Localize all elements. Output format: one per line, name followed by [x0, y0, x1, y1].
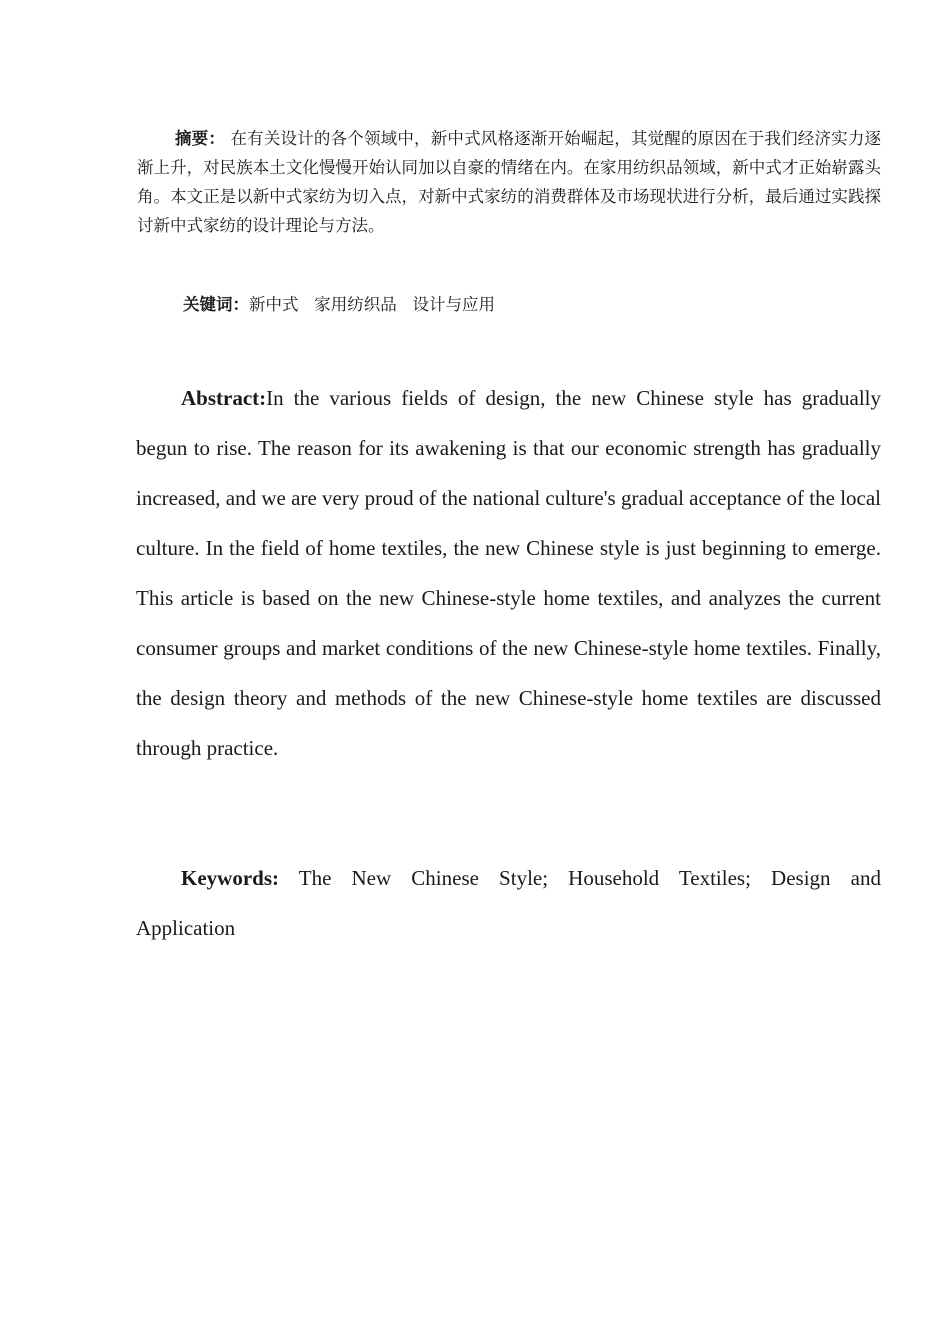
chinese-keywords: [183, 290, 883, 319]
english-keywords-label: Keywords:: [181, 866, 279, 890]
chinese-abstract-label: 摘要：: [175, 129, 226, 148]
english-keywords-text: The New Chinese Style; Household Textiles; Design and Application: [136, 866, 881, 940]
chinese-abstract: [137, 124, 881, 240]
english-abstract-text: In the various fields of design, the new Chinese style has gradually begun to rise. The reason for its awakening is that our economic strength has gradually increased, and we are very proud of the national culture's gradual acceptance of the local culture. In the field of home textiles, the new Chinese style is just beginning to emerge. This article is based on the new Chinese-style home textiles, and analyzes the current consumer groups and market conditions of the new Chinese-style home textiles. Finally, the design theory and methods of the new Chinese-style home textiles are discussed through practice.: [136, 386, 881, 760]
english-abstract-label: Abstract:: [181, 386, 267, 410]
chinese-keywords-label: 关键词：: [183, 295, 249, 314]
chinese-keywords-text: 新中式 家用纺织品 设计与应用: [249, 295, 495, 314]
english-keywords: [136, 853, 881, 953]
chinese-abstract-text: 在有关设计的各个领域中，新中式风格逐渐开始崛起，其觉醒的原因在于我们经济实力逐渐上升，对民族本土文化慢慢开始认同加以自豪的情绪在内。在家用纺织品领域，新中式才正始崭露头角。本文正是以新中式家纺为切入点，对新中式家纺的消费群体及市场现状进行分析，最后通过实践探讨新中式家纺的设计理论与方法。: [137, 129, 882, 235]
english-abstract: [136, 373, 881, 773]
